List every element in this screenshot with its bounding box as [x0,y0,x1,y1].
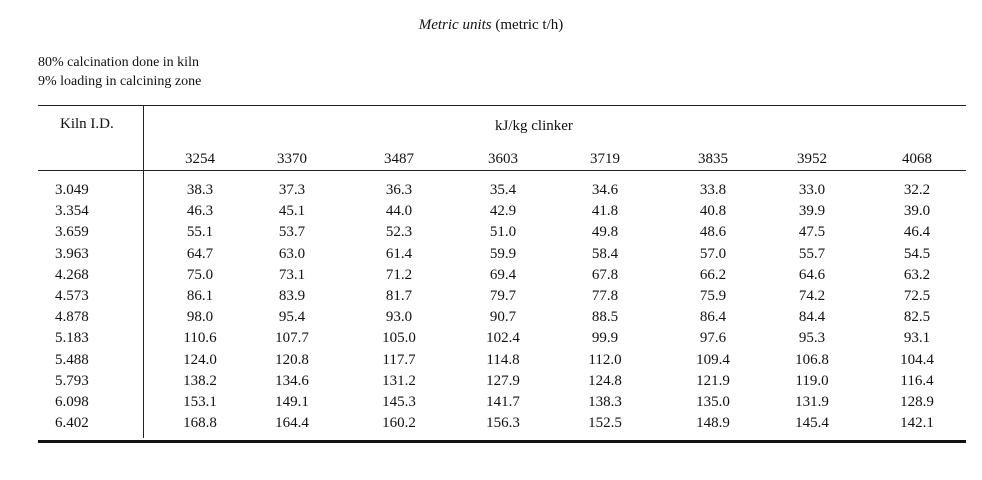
table-cell: 39.9 [798,203,826,220]
table-cell: 72.5 [903,288,931,304]
table-cell: 120.8 [275,351,309,368]
table-cell: 44.0 [385,203,413,220]
table-cell: 93.0 [385,309,413,326]
table-cell: 114.8 [486,351,520,368]
table-cell: 110.6 [183,330,217,347]
table-cell: 149.1 [275,394,309,410]
kiln-id-cell: 4.268 [55,266,89,283]
column-header: 3719 [590,151,620,167]
table-row [0,246,982,267]
note-calcination: 80% calcination done in kiln [38,55,199,70]
column-header: 4068 [902,151,932,167]
kiln-id-cell: 3.659 [55,224,89,241]
kiln-id-cell: 4.878 [55,309,89,326]
table-cell: 69.4 [489,266,517,283]
table-cell: 32.2 [903,182,931,198]
table-cell: 48.6 [699,224,727,241]
table-cell: 53.7 [278,224,306,241]
table-cell: 42.9 [489,203,517,220]
table-cell: 36.3 [385,182,413,198]
column-header: 3487 [384,151,414,167]
table-cell: 84.4 [798,309,826,326]
page-title [0,17,982,34]
table-cell: 116.4 [900,372,934,389]
table-cell: 63.0 [278,245,306,262]
table-cell: 79.7 [489,288,517,304]
group-header: kJ/kg clinker [495,118,573,134]
column-header: 3370 [277,151,307,167]
table-cell: 64.6 [798,266,826,283]
table-cell: 102.4 [486,330,520,347]
table-cell: 83.9 [278,288,306,304]
kiln-id-cell: 3.354 [55,203,89,220]
table-cell: 88.5 [591,309,619,326]
table-cell: 145.4 [795,415,829,432]
table-cell: 131.9 [795,394,829,410]
table-cell: 86.4 [699,309,727,326]
table-cell: 138.2 [183,372,217,389]
kiln-id-cell: 3.049 [55,182,89,198]
table-cell: 33.0 [798,182,826,198]
table-cell: 46.4 [903,224,931,241]
table-cell: 49.8 [591,224,619,241]
table-cell: 37.3 [278,182,306,198]
table-cell: 55.7 [798,245,826,262]
table-cell: 75.9 [699,288,727,304]
table-row [0,224,982,245]
table-row [0,373,982,394]
table-cell: 45.1 [278,203,306,220]
table-cell: 141.7 [486,394,520,410]
table-cell: 58.4 [591,245,619,262]
row-header: Kiln I.D. [60,116,114,132]
table-cell: 104.4 [900,351,934,368]
table-cell: 66.2 [699,266,727,283]
table-cell: 90.7 [489,309,517,326]
note-loading: 9% loading in calcining zone [38,74,202,89]
kiln-id-cell: 5.488 [55,351,89,368]
title-units: (metric t/h) [495,17,564,33]
table-cell: 95.4 [278,309,306,326]
table-cell: 152.5 [588,415,622,432]
table-cell: 57.0 [699,245,727,262]
table-cell: 54.5 [903,245,931,262]
kiln-id-cell: 5.793 [55,372,89,389]
table-cell: 74.2 [798,288,826,304]
table-cell: 128.9 [900,394,934,410]
table-cell: 112.0 [588,351,622,368]
table-cell: 97.6 [699,330,727,347]
table-cell: 73.1 [278,266,306,283]
table-cell: 168.8 [183,415,217,432]
table-cell: 145.3 [382,394,416,410]
table-cell: 86.1 [186,288,214,304]
table-cell: 93.1 [903,330,931,347]
table-cell: 61.4 [385,245,413,262]
kiln-id-cell: 6.402 [55,415,89,432]
table-cell: 34.6 [591,182,619,198]
table-cell: 153.1 [183,394,217,410]
table-cell: 77.8 [591,288,619,304]
table-cell: 127.9 [486,372,520,389]
table-row [0,309,982,330]
table-top-rule [38,105,966,106]
table-cell: 134.6 [275,372,309,389]
kiln-id-cell: 6.098 [55,394,89,410]
table-cell: 47.5 [798,224,826,241]
table-row [0,203,982,224]
table-cell: 142.1 [900,415,934,432]
table-cell: 160.2 [382,415,416,432]
table-cell: 107.7 [275,330,309,347]
table-cell: 40.8 [699,203,727,220]
notes [38,53,201,91]
table-cell: 119.0 [795,372,829,389]
table-row [0,288,982,309]
table-cell: 59.9 [489,245,517,262]
table-cell: 99.9 [591,330,619,347]
table-cell: 156.3 [486,415,520,432]
table-row [0,330,982,351]
table-cell: 51.0 [489,224,517,241]
column-header: 3254 [185,151,215,167]
table-cell: 109.4 [696,351,730,368]
column-header: 3603 [488,151,518,167]
table-cell: 105.0 [382,330,416,347]
column-header: 3835 [698,151,728,167]
table-cell: 52.3 [385,224,413,241]
table-cell: 98.0 [186,309,214,326]
table-cell: 35.4 [489,182,517,198]
table-row [0,415,982,436]
table-cell: 64.7 [186,245,214,262]
table-row [0,352,982,373]
table-row [0,394,982,415]
table-cell: 138.3 [588,394,622,410]
table-cell: 148.9 [696,415,730,432]
table-cell: 67.8 [591,266,619,283]
table-cell: 81.7 [385,288,413,304]
column-header: 3952 [797,151,827,167]
kiln-id-cell: 3.963 [55,245,89,262]
table-cell: 117.7 [382,351,416,368]
table-row [0,182,982,203]
table-cell: 38.3 [186,182,214,198]
kiln-id-cell: 5.183 [55,330,89,347]
table-cell: 33.8 [699,182,727,198]
table-row [0,267,982,288]
table-cell: 55.1 [186,224,214,241]
table-cell: 124.8 [588,372,622,389]
table-cell: 95.3 [798,330,826,347]
table-bottom-rule [38,440,966,443]
table-cell: 131.2 [382,372,416,389]
table-cell: 46.3 [186,203,214,220]
table-cell: 106.8 [795,351,829,368]
title-italic: Metric units [418,17,492,33]
table-cell: 121.9 [696,372,730,389]
table-cell: 41.8 [591,203,619,220]
table-header-rule [38,170,966,171]
table-cell: 71.2 [385,266,413,283]
table-cell: 164.4 [275,415,309,432]
table-cell: 135.0 [696,394,730,410]
table-cell: 75.0 [186,266,214,283]
table-cell: 124.0 [183,351,217,368]
table-cell: 63.2 [903,266,931,283]
kiln-id-cell: 4.573 [55,288,89,304]
table-cell: 39.0 [903,203,931,220]
table-cell: 82.5 [903,309,931,326]
